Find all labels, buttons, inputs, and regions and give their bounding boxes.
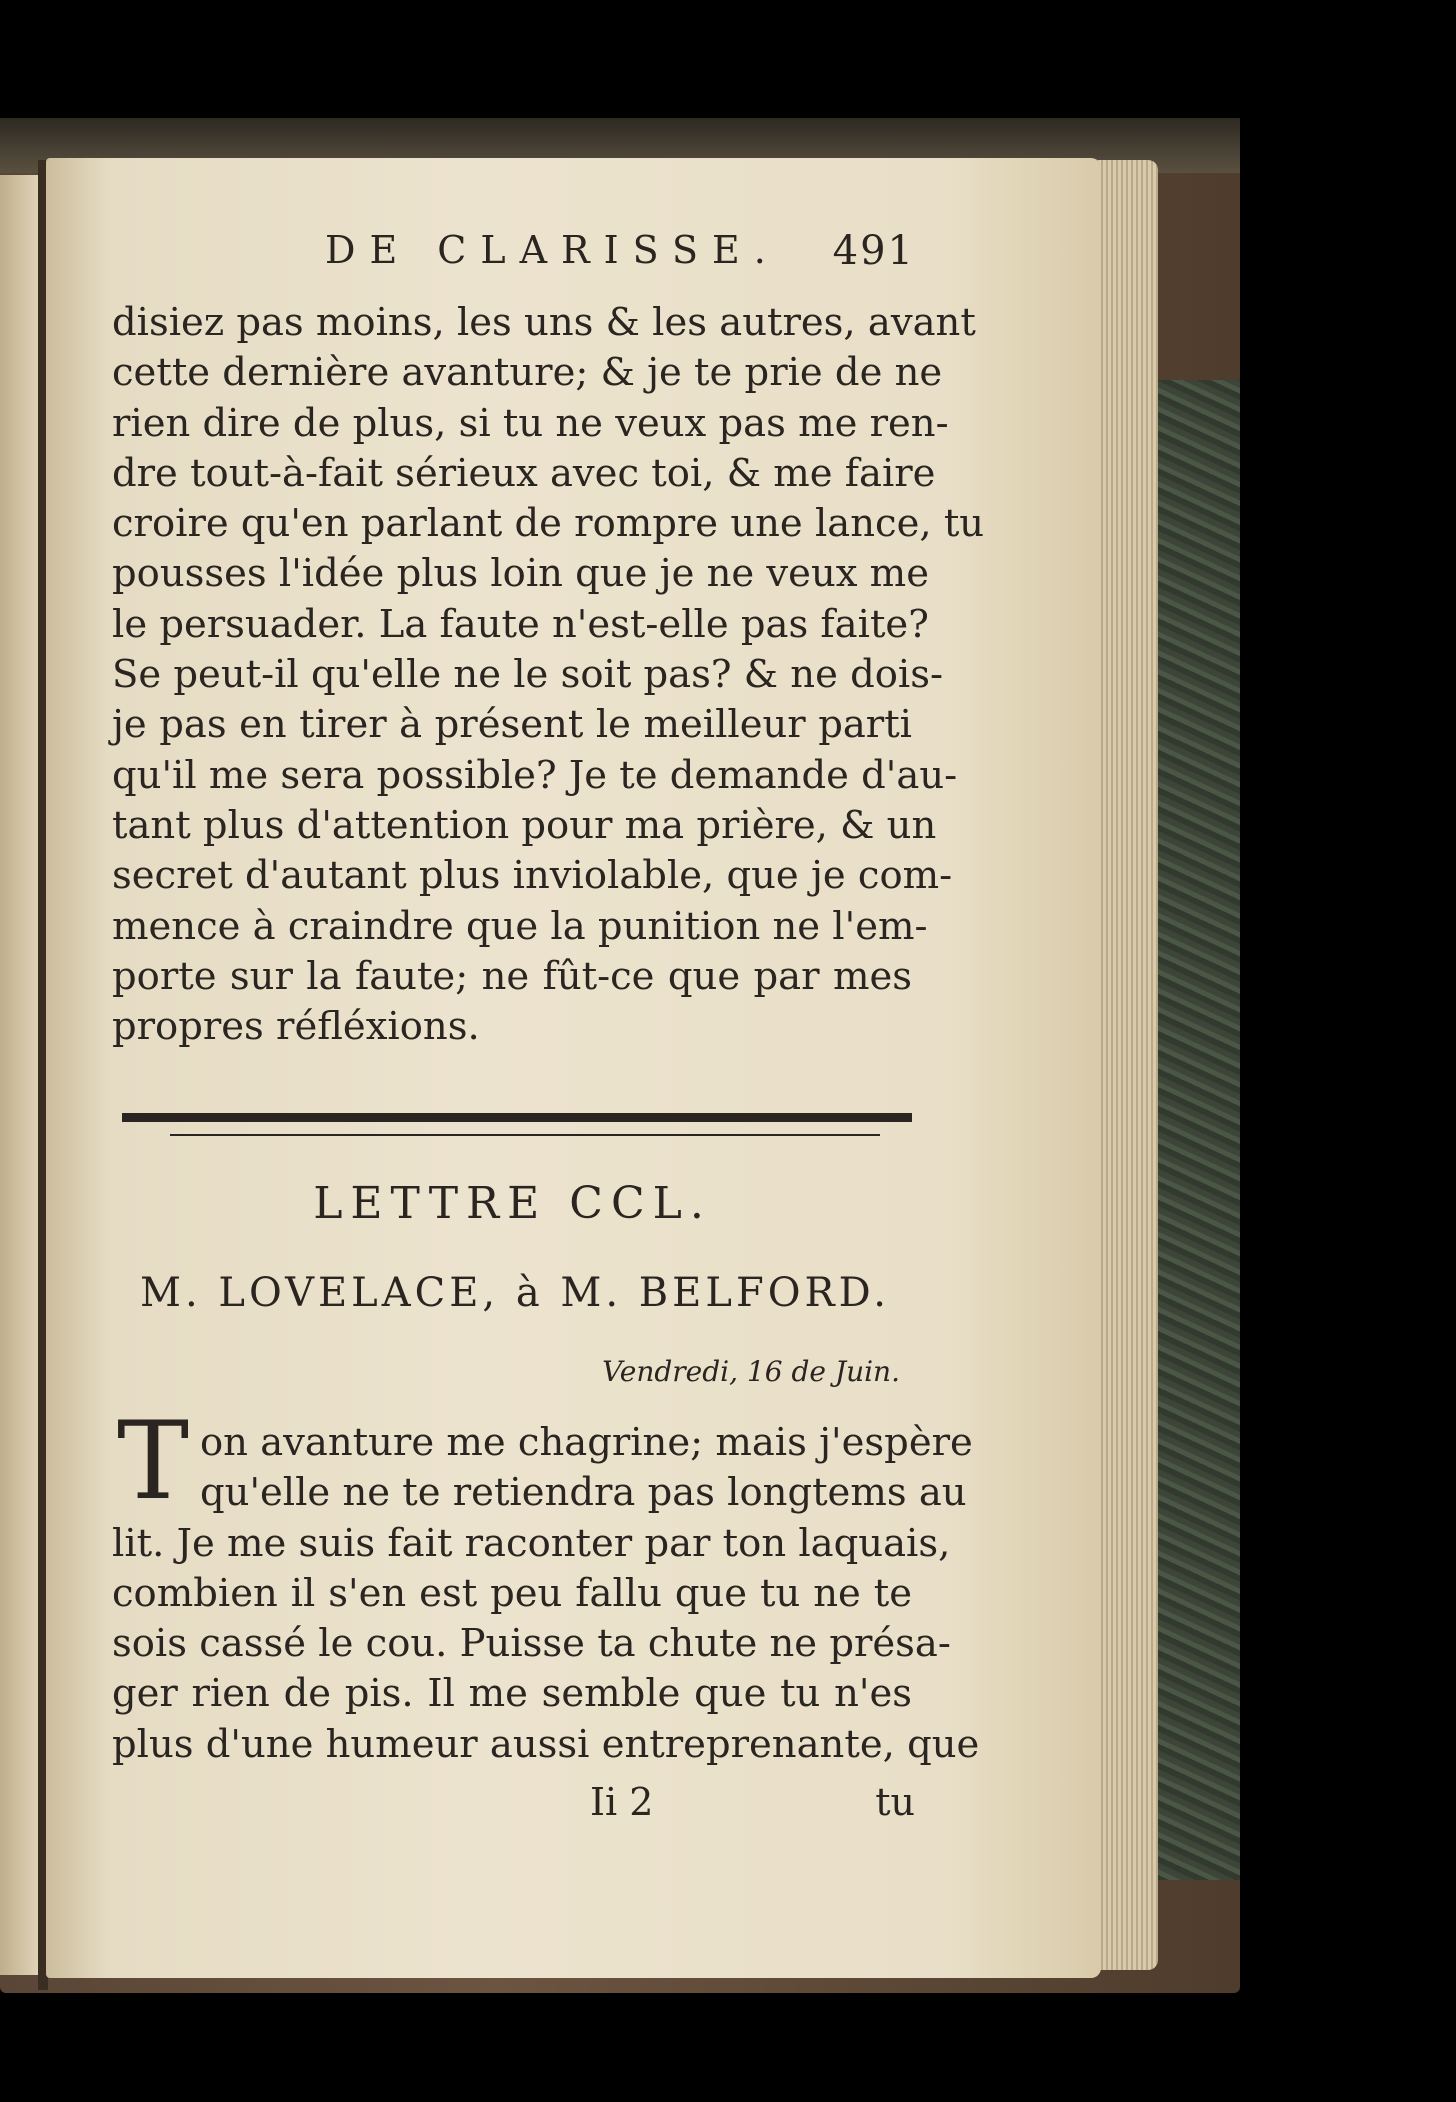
text-line: secret d'autant plus inviolable, que je com- xyxy=(112,853,953,899)
catchword: tu xyxy=(875,1780,915,1824)
page-fore-edge xyxy=(1098,160,1158,1970)
text-line: croire qu'en parlant de rompre une lance, tu xyxy=(112,501,985,547)
letter-date: Vendredi, 16 de Juin. xyxy=(602,1355,900,1388)
text-line: disiez pas moins, les uns & les autres, avant xyxy=(112,300,976,345)
text-line: Se peut-il qu'elle ne le soit pas? & ne dois- xyxy=(112,652,944,698)
text-line: tant plus d'attention pour ma prière, & un xyxy=(112,802,937,848)
text-line: qu'il me sera possible? Je te demande d'au- xyxy=(112,752,958,798)
page-footer xyxy=(110,1780,915,1830)
text-line: cette dernière avanture; & je te prie de ne xyxy=(112,350,943,396)
text-line: qu'elle ne te retiendra pas longtems au xyxy=(200,1470,967,1516)
text-line: plus d'une humeur aussi entreprenante, que xyxy=(112,1721,980,1767)
text-line: sois cassé le cou. Puisse ta chute ne présa- xyxy=(112,1621,951,1667)
text-block-letter xyxy=(112,1418,980,1770)
text-line: porte sur la faute; ne fût-ce que par mes xyxy=(112,953,912,999)
text-line: mence à craindre que la punition ne l'em- xyxy=(112,903,928,949)
marbled-cover-edge xyxy=(1155,380,1240,1880)
text-line: propres réfléxions. xyxy=(112,1004,480,1050)
letter-title: LETTRE CCL. xyxy=(313,1178,712,1229)
text-line: rien dire de plus, si tu ne veux pas me ren- xyxy=(112,400,949,446)
text-line: dre tout-à-fait sérieux avec toi, & me faire xyxy=(112,450,936,496)
running-title: DE CLARISSE. xyxy=(325,228,780,272)
text-line: combien il s'en est peu fallu que tu ne te xyxy=(112,1570,912,1616)
section-divider-thick xyxy=(122,1113,912,1122)
text-block-continuation xyxy=(112,298,985,1052)
text-line: je pas en tirer à présent le meilleur parti xyxy=(112,702,912,748)
drop-cap: T xyxy=(117,1399,190,1524)
text-line: ger rien de pis. Il me semble que tu n'es xyxy=(112,1671,912,1717)
text-line: on avanture me chagrine; mais j'espère xyxy=(200,1420,973,1465)
letter-addressee: M. LOVELACE, à M. BELFORD. xyxy=(140,1270,890,1316)
page-number: 491 xyxy=(832,228,915,274)
text-line: lit. Je me suis fait raconter par ton laquais, xyxy=(112,1520,951,1566)
text-line: le persuader. La faute n'est-elle pas faite? xyxy=(112,601,929,647)
left-page-edge xyxy=(0,175,42,1975)
running-header xyxy=(110,228,915,278)
signature-mark: Ii 2 xyxy=(590,1780,654,1824)
text-line: pousses l'idée plus loin que je ne veux me xyxy=(112,551,929,597)
section-divider-thin xyxy=(170,1134,880,1136)
